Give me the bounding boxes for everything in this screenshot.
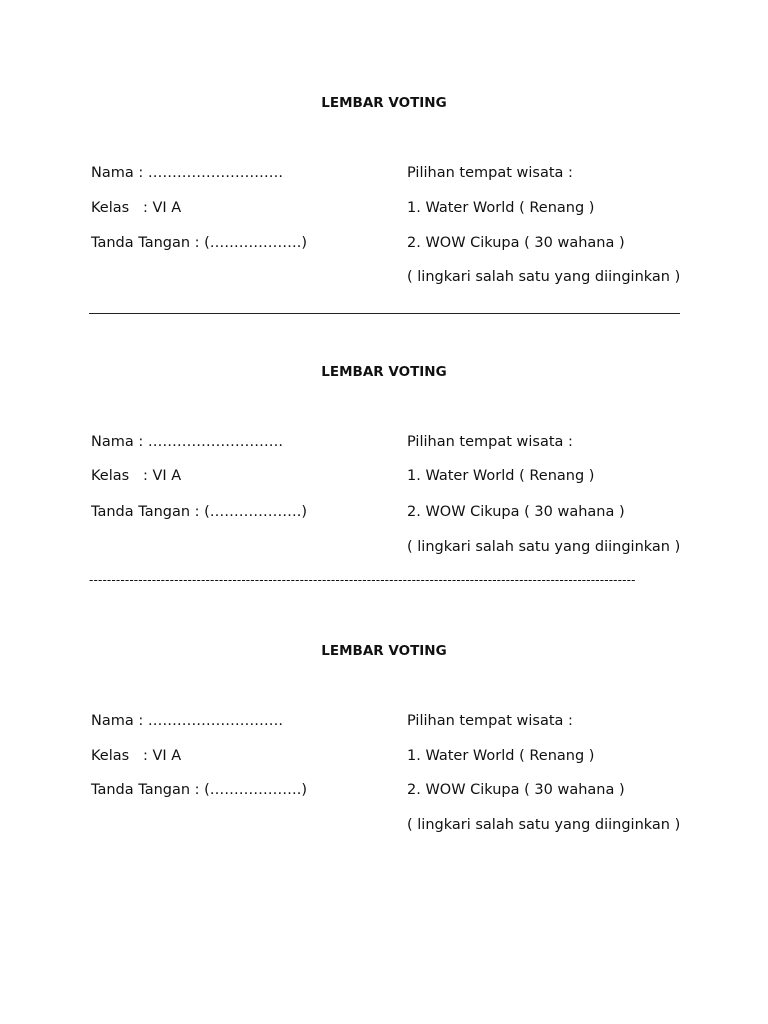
tanda-tangan-field: Tanda Tangan : (……………….) <box>91 504 308 520</box>
nama-field: Nama : ………………………. <box>91 165 283 181</box>
option-water-world: 1. Water World ( Renang ) <box>407 468 595 484</box>
nama-field: Nama : ………………………. <box>91 434 283 450</box>
option-wow-cikupa: 2. WOW Cikupa ( 30 wahana ) <box>407 782 625 798</box>
option-wow-cikupa: 2. WOW Cikupa ( 30 wahana ) <box>407 504 625 520</box>
sheet-title: LEMBAR VOTING <box>321 364 447 380</box>
kelas-field: Kelas : VI A <box>91 468 182 484</box>
pilihan-label: Pilihan tempat wisata : <box>407 713 573 729</box>
tanda-tangan-field: Tanda Tangan : (……………….) <box>91 235 308 251</box>
pilihan-label: Pilihan tempat wisata : <box>407 434 573 450</box>
kelas-field: Kelas : VI A <box>91 748 182 764</box>
kelas-field: Kelas : VI A <box>91 200 182 216</box>
sheet-title: LEMBAR VOTING <box>321 643 447 659</box>
dashed-separator: -------------------------------------------------------------------------------------------------------------------------- <box>89 573 636 587</box>
instruction-text: ( lingkari salah satu yang diinginkan ) <box>407 539 681 555</box>
solid-separator <box>89 313 680 314</box>
pilihan-label: Pilihan tempat wisata : <box>407 165 573 181</box>
instruction-text: ( lingkari salah satu yang diinginkan ) <box>407 817 681 833</box>
sheet-title: LEMBAR VOTING <box>321 95 447 111</box>
instruction-text: ( lingkari salah satu yang diinginkan ) <box>407 269 681 285</box>
nama-field: Nama : ………………………. <box>91 713 283 729</box>
option-water-world: 1. Water World ( Renang ) <box>407 748 595 764</box>
tanda-tangan-field: Tanda Tangan : (……………….) <box>91 782 308 798</box>
option-wow-cikupa: 2. WOW Cikupa ( 30 wahana ) <box>407 235 625 251</box>
option-water-world: 1. Water World ( Renang ) <box>407 200 595 216</box>
